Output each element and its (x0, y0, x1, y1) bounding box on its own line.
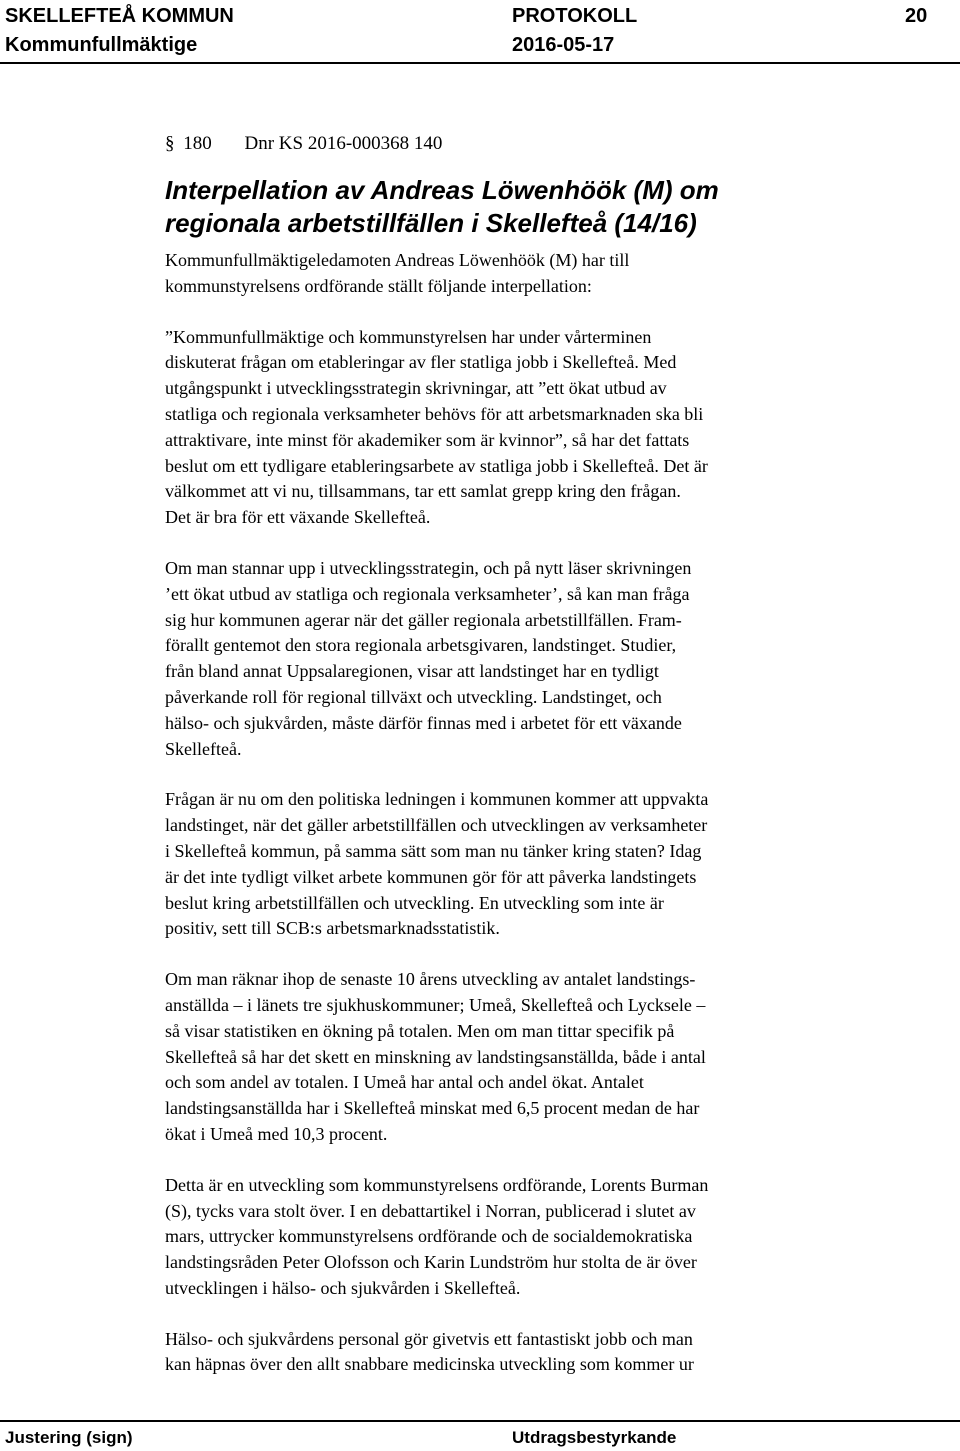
paragraph (165, 1173, 855, 1302)
text-line: kan häpnas över den allt snabbare medicinska utveckling som kommer ur (165, 1354, 694, 1375)
text-line: Detta är en utveckling som kommunstyrelsens ordförande, Lorents Burman (165, 1174, 709, 1195)
text-line: Det är bra för ett växande Skellefteå. (165, 507, 431, 528)
text-line: anställda – i länets tre sjukhuskommuner; Umeå, Skellefteå och Lycksele – (165, 994, 706, 1015)
footer-rule (0, 1420, 960, 1422)
body-name: Kommunfullmäktige (5, 34, 198, 56)
text-line: landstinget, när det gäller arbetstillfällen och utvecklingen av verksamheter (165, 815, 708, 836)
text-line: Kommunfullmäktigeledamoten Andreas Löwenhöök (M) har till (165, 250, 630, 270)
paragraph (165, 1327, 855, 1379)
document-body (165, 132, 855, 1378)
text-line: utvecklingen i hälso- och sjukvården i Skellefteå. (165, 1277, 521, 1298)
text-line: attraktivare, inte minst för akademiker som är kvinnor”, så har det fattats (165, 429, 690, 450)
text-line: och som andel av totalen. I Umeå har antal och andel ökat. Antalet (165, 1072, 644, 1093)
text-line: beslut om ett tydligare etableringsarbete av statliga jobb i Skellefteå. Det är (165, 455, 708, 476)
text-line: Frågan är nu om den politiska ledningen i kommunen kommer att uppvakta (165, 789, 709, 810)
text-line: kommunstyrelsens ordförande ställt följande interpellation: (165, 275, 592, 296)
text-line: positiv, sett till SCB:s arbetsmarknadsstatistik. (165, 918, 500, 939)
text-line: så visar statistiken en ökning på totalen. Men om man tittar specifik på (165, 1020, 675, 1041)
paragraph (165, 325, 855, 531)
text-line: ”Kommunfullmäktige och kommunstyrelsen har under vårterminen (165, 326, 652, 347)
title-line: regionala arbetstillfällen i Skellefteå (14/16) (165, 208, 697, 238)
paragraph (165, 967, 855, 1148)
text-line: statliga och regionala verksamheter behövs för att arbetsmarknaden ska bli (165, 403, 704, 424)
text-line: är det inte tydligt vilket arbete kommunen gör för att påverka landstingets (165, 866, 697, 887)
text-line: Om man stannar upp i utvecklingsstrategin, och på nytt läser skrivningen (165, 557, 692, 578)
header-rule (0, 62, 960, 64)
org-name: SKELLEFTEÅ KOMMUN (5, 5, 234, 27)
text-line: ’ett ökat utbud av statliga och regionala verksamheter’, så kan man fråga (165, 583, 690, 604)
justering-label: Justering (sign) (5, 1428, 133, 1447)
text-line: Hälso- och sjukvårdens personal gör givetvis ett fantastiskt jobb och man (165, 1328, 693, 1349)
text-line: hälso- och sjukvården, måste därför finnas med i arbetet för ett växande (165, 712, 682, 733)
text-line: Skellefteå så har det skett en minskning av landstingsanställda, både i antal (165, 1046, 706, 1067)
text-line: Skellefteå. (165, 738, 242, 759)
text-line: landstingsråden Peter Olofsson och Karin Lundström hur stolta de är över (165, 1252, 697, 1273)
text-line: Om man räknar ihop de senaste 10 årens utveckling av antalet landstings- (165, 969, 696, 990)
case-number: Dnr KS 2016-000368 140 (244, 133, 443, 154)
text-line: utgångspunkt i utvecklingsstrategin skrivningar, att ”ett ökat utbud av (165, 378, 667, 399)
text-line: förallt gentemot den stora regionala arbetsgivaren, landstinget. Studier, (165, 635, 677, 656)
text-line: landstingsanställda har i Skellefteå minskat med 6,5 procent medan de har (165, 1098, 700, 1119)
text-line: välkommet att vi nu, tillsammans, tar ett samlat grepp kring den frågan. (165, 481, 681, 502)
document-type: PROTOKOLL (512, 5, 638, 27)
text-line: från bland annat Uppsalaregionen, visar att landstinget har en tydligt (165, 661, 659, 682)
text-line: beslut kring arbetstillfällen och utveckling. En utveckling som inte är (165, 892, 664, 913)
section-number: 180 (183, 133, 212, 154)
text-line: diskuterat frågan om etableringar av fler statliga jobb i Skellefteå. Med (165, 352, 677, 373)
text-line: sig hur kommunen agerar när det gäller regionala arbetstillfällen. Fram- (165, 609, 682, 630)
section-symbol: § (165, 133, 175, 154)
paragraph (165, 556, 855, 762)
text-line: ökat i Umeå med 10,3 procent. (165, 1123, 388, 1144)
page-title (165, 174, 855, 240)
text-line: i Skellefteå kommun, på samma sätt som man nu tänker kring staten? Idag (165, 840, 702, 861)
text-line: påverkande roll för regional tillväxt och utveckling. Landstinget, och (165, 686, 662, 707)
page-number: 20 (905, 5, 928, 27)
meeting-date: 2016-05-17 (512, 34, 615, 56)
text-line: (S), tycks vara stolt över. I en debattartikel i Norran, publicerad i slutet av (165, 1200, 696, 1221)
case-reference (165, 132, 855, 156)
title-line: Interpellation av Andreas Löwenhöök (M) om (165, 175, 719, 205)
text-line: mars, uttrycker kommunstyrelsens ordförande och de socialdemokratiska (165, 1226, 693, 1247)
paragraph (165, 248, 855, 300)
utdragsbestyrkande-label: Utdragsbestyrkande (512, 1428, 677, 1447)
paragraph (165, 787, 855, 942)
